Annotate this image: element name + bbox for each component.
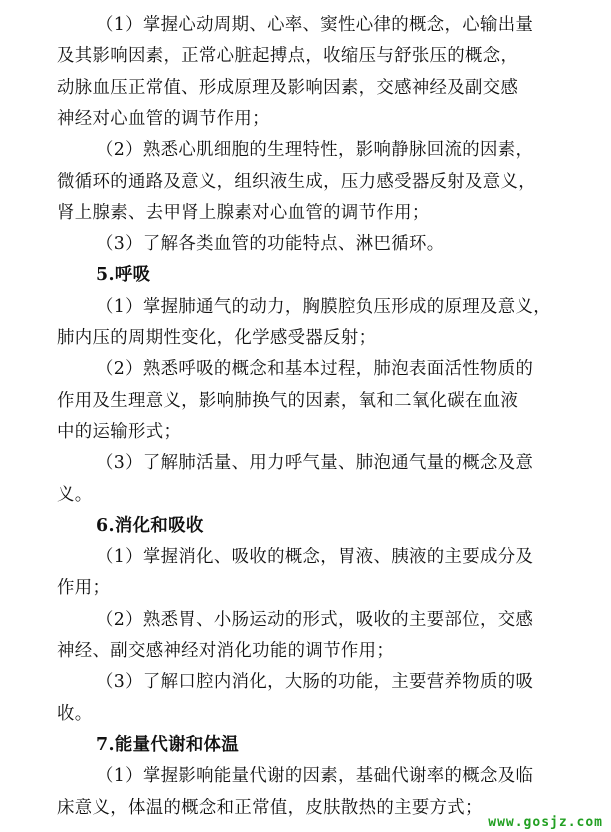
section-heading-digestion: 6.消化和吸收 [96, 515, 204, 536]
paragraph-line: 义。 [57, 484, 93, 505]
paragraph-line: 收。 [57, 703, 93, 724]
paragraph-line: 作用； [57, 578, 111, 599]
paragraph-line: （1）掌握消化、吸收的概念，胃液、胰液的主要成分及 [96, 547, 534, 568]
paragraph-line: 肺内压的周期性变化，化学感受器反射； [57, 328, 377, 348]
paragraph-line: （1）掌握肺通气的动力，胸膜腔负压形成的原理及意义， [96, 296, 551, 317]
paragraph-line: （1）掌握心动周期、心率、窦性心律的概念，心输出量 [96, 15, 534, 35]
paragraph-line: 微循环的通路及意义，组织液生成，压力感受器反射及意义， [57, 171, 536, 192]
paragraph-line: 神经对心血管的调节作用； [57, 108, 270, 129]
paragraph-line: （3）了解各类血管的功能特点、淋巴循环。 [96, 234, 445, 255]
paragraph-line: 动脉血压正常值、形成原理及影响因素，交感神经及副交感 [57, 77, 519, 98]
paragraph-line: （2）熟悉呼吸的概念和基本过程，肺泡表面活性物质的 [96, 359, 534, 380]
paragraph-line: 床意义，体温的概念和正常值，皮肤散热的主要方式； [57, 797, 483, 818]
paragraph-line: （2）熟悉心肌细胞的生理特性，影响静脉回流的因素， [96, 140, 534, 161]
paragraph-line: 肾上腺素、去甲肾上腺素对心血管的调节作用； [57, 202, 430, 223]
paragraph-line: （3）了解肺活量、用力呼气量、肺泡通气量的概念及意 [96, 453, 534, 474]
section-heading-energy-metabolism: 7.能量代谢和体温 [96, 734, 240, 755]
paragraph-line: （1）掌握影响能量代谢的因素，基础代谢率的概念及临 [96, 766, 534, 787]
paragraph-line: 中的运输形式； [57, 421, 182, 442]
paragraph-line: （3）了解口腔内消化，大肠的功能，主要营养物质的吸 [96, 672, 534, 693]
paragraph-line: （2）熟悉胃、小肠运动的形式，吸收的主要部位，交感 [96, 609, 534, 630]
paragraph-line: 及其影响因素，正常心脏起搏点，收缩压与舒张压的概念， [57, 46, 519, 67]
site-watermark: www.gosjz.com [488, 815, 603, 830]
paragraph-line: 作用及生理意义，影响肺换气的因素，氧和二氧化碳在血液 [57, 390, 519, 411]
section-heading-respiration: 5.呼吸 [96, 265, 151, 286]
paragraph-line: 神经、副交感神经对消化功能的调节作用； [57, 641, 395, 661]
